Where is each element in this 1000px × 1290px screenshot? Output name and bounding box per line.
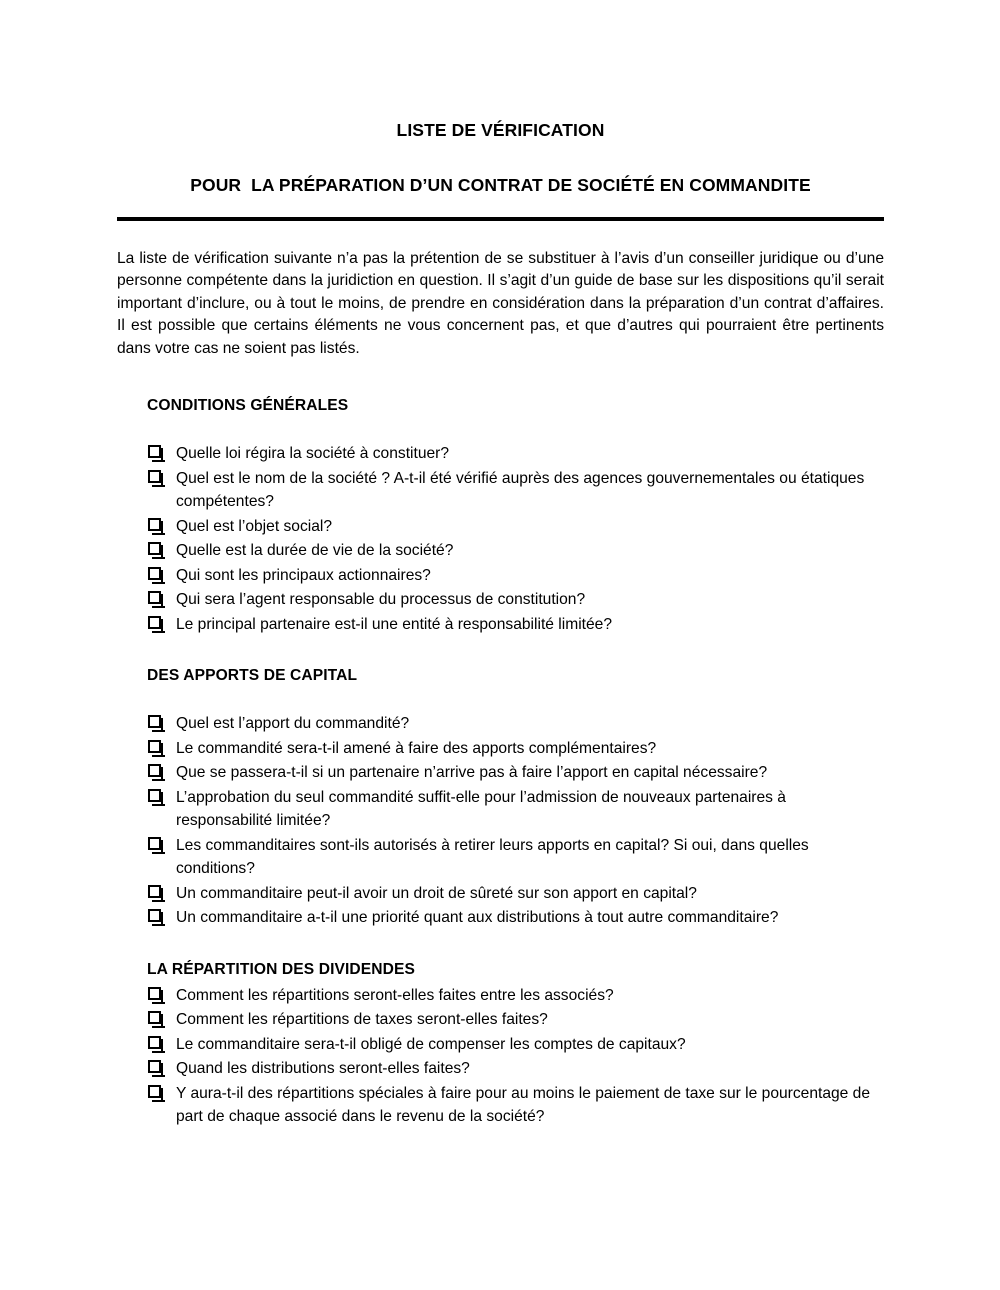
checklist-item[interactable]	[147, 712, 884, 736]
checklist-item[interactable]	[147, 834, 884, 881]
checklist-list	[147, 712, 884, 930]
checklist-item[interactable]	[147, 1082, 884, 1129]
checkbox-icon[interactable]	[148, 715, 161, 728]
checklist-item-label: Comment les répartitions seront-elles faites entre les associés?	[176, 986, 614, 1004]
checkbox-icon[interactable]	[148, 591, 161, 604]
checklist-item-label: Y aura-t-il des répartitions spéciales à faire pour au moins le paiement de taxe sur le pourcentage de part de chaque associé dans le revenu de la société?	[176, 1084, 871, 1125]
checklist-item-label: Un commanditaire peut-il avoir un droit de sûreté sur son apport en capital?	[176, 884, 697, 902]
page-subtitle: POUR LA PRÉPARATION D’UN CONTRAT DE SOCIÉTÉ EN COMMANDITE	[190, 175, 811, 195]
checkbox-icon[interactable]	[148, 764, 161, 777]
checklist-item[interactable]	[147, 737, 884, 761]
checkbox-icon[interactable]	[148, 837, 161, 850]
checkbox-icon[interactable]	[148, 1060, 161, 1073]
checklist-item-label: Comment les répartitions de taxes seront-elles faites?	[176, 1011, 548, 1028]
checklist-item[interactable]	[147, 1008, 884, 1032]
checklist-section	[147, 396, 884, 636]
checklist-item[interactable]	[147, 588, 884, 612]
checklist-section	[147, 666, 884, 930]
checklist-item[interactable]	[147, 539, 884, 563]
checklist-item-label: Quel est l’objet social?	[176, 517, 333, 535]
checklist-item[interactable]	[147, 1033, 884, 1057]
checkbox-icon[interactable]	[148, 445, 161, 458]
page-title: LISTE DE VÉRIFICATION	[396, 120, 605, 140]
checklist-item-label: L’approbation du seul commandité suffit-elle pour l’admission de nouveaux partenaires à responsabilité limitée?	[176, 788, 786, 829]
checkbox-icon[interactable]	[148, 1085, 161, 1098]
checklist-item[interactable]	[147, 906, 884, 930]
checklist-item[interactable]	[147, 613, 884, 637]
checkbox-icon[interactable]	[148, 740, 161, 753]
checkbox-icon[interactable]	[148, 789, 161, 802]
checklist-item-label: Quel est l’apport du commandité?	[176, 715, 410, 732]
section-heading: CONDITIONS GÉNÉRALES	[147, 397, 349, 414]
checkbox-icon[interactable]	[148, 987, 161, 1000]
checklist-item-label: Le commanditaire sera-t-il obligé de compenser les comptes de capitaux?	[176, 1035, 686, 1053]
checklist-item-label: Le principal partenaire est-il une entité à responsabilité limitée?	[176, 615, 613, 633]
checkbox-icon[interactable]	[148, 616, 161, 629]
checkbox-icon[interactable]	[148, 542, 161, 555]
checklist-item-label: Un commanditaire a-t-il une priorité quant aux distributions à tout autre commanditaire?	[176, 909, 779, 926]
checkbox-icon[interactable]	[148, 470, 161, 483]
checklist-item-label: Les commanditaires sont-ils autorisés à retirer leurs apports en capital? Si oui, dans quelles conditions?	[176, 836, 809, 877]
section-heading: DES APPORTS DE CAPITAL	[147, 667, 358, 684]
checklist-item-label: Qui sera l’agent responsable du processus de constitution?	[176, 591, 586, 608]
checkbox-icon[interactable]	[148, 885, 161, 898]
checklist-item[interactable]	[147, 515, 884, 539]
checklist-item-label: Quelle loi régira la société à constituer?	[176, 445, 450, 462]
checklist-body	[147, 396, 884, 1130]
checklist-section	[147, 960, 884, 1129]
checklist-list	[147, 984, 884, 1129]
section-heading: LA RÉPARTITION DES DIVIDENDES	[147, 960, 416, 978]
checklist-item-label: Qui sont les principaux actionnaires?	[176, 566, 431, 584]
checkbox-icon[interactable]	[148, 909, 161, 922]
checklist-item[interactable]	[147, 564, 884, 588]
checklist-item-label: Quel est le nom de la société ? A-t-il été vérifié auprès des agences gouvernementales ou étatiques compétentes?	[176, 469, 865, 510]
checklist-item[interactable]	[147, 984, 884, 1008]
checkbox-icon[interactable]	[148, 567, 161, 580]
intro-paragraph: La liste de vérification suivante n’a pas la prétention de se substituer à l’avis d’un conseiller juridique ou d’une personne compétente dans la juridiction en question. Il s’agit d’un guide de base sur les dispositions qu’il serait important d’inclure, ou à tout le moins, de prendre en considération dans la préparation d’un contrat d’affaires. Il est possible que certains éléments ne vous concernent pas, et que d’autres qui pourraient être pertinents dans votre cas ne soient pas listés.	[117, 250, 884, 357]
checklist-item[interactable]	[147, 786, 884, 833]
checklist-item[interactable]	[147, 442, 884, 466]
checklist-item-label: Que se passera-t-il si un partenaire n’arrive pas à faire l’apport en capital nécessaire?	[176, 764, 768, 781]
header-divider	[117, 216, 884, 221]
checkbox-icon[interactable]	[148, 1036, 161, 1049]
checkbox-icon[interactable]	[148, 518, 161, 531]
checklist-item[interactable]	[147, 761, 884, 785]
checklist-item[interactable]	[147, 882, 884, 906]
checklist-item[interactable]	[147, 1057, 884, 1081]
checklist-item-label: Quand les distributions seront-elles faites?	[176, 1060, 470, 1077]
checklist-item-label: Quelle est la durée de vie de la société?	[176, 542, 454, 559]
checklist-item[interactable]	[147, 467, 884, 514]
checklist-item-label: Le commandité sera-t-il amené à faire des apports complémentaires?	[176, 739, 657, 757]
checklist-list	[147, 442, 884, 636]
checkbox-icon[interactable]	[148, 1011, 161, 1024]
title-block	[117, 118, 884, 197]
